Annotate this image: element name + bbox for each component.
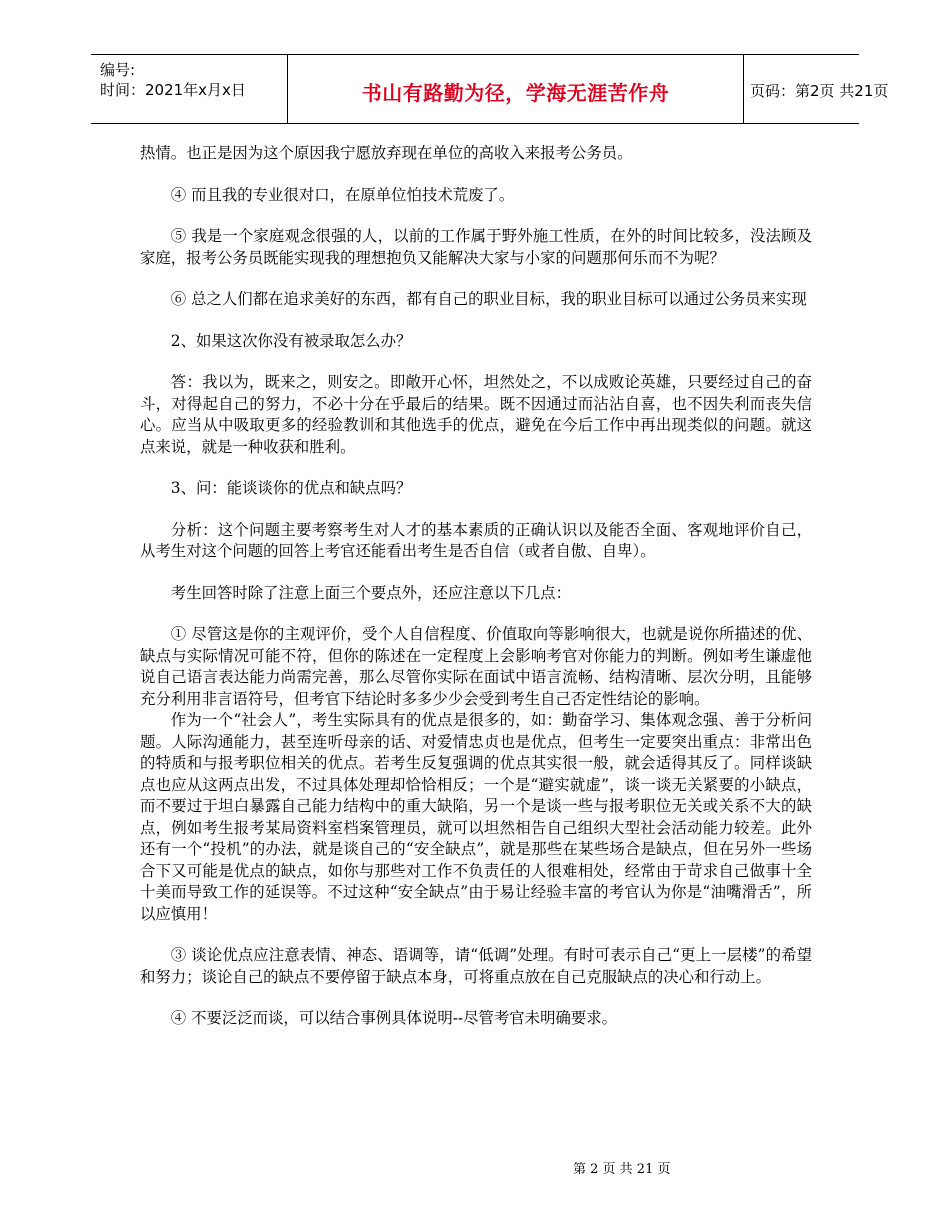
paragraph: ③ 谈论优点应注意表情、神态、语调等，请“低调”处理。有时可表示自己“更上一层楼”的希望和努力；谈论自己的缺点不要停留于缺点本身，可将重点放在自己克服缺点的决心和行动上。 (140, 946, 812, 986)
paragraph: ④ 不要泛泛而谈，可以结合事例具体说明--尽管考官未明确要求。 (170, 1009, 618, 1027)
header-motto-cell (287, 55, 744, 123)
paragraph: 分析：这个问题主要考察考生对人才的基本素质的正确认识以及能否全面、客观地评价自己，从考生对这个问题的回答上考官还能看出考生是否自信（或者自傲、自卑）。 (140, 520, 812, 560)
paragraph: 热情。也正是因为这个原因我宁愿放弃现在单位的高收入来报考公务员。 (140, 144, 633, 162)
document-number-label: 编号: (100, 61, 136, 79)
question-heading: 2、如果这次你没有被录取怎么办？ (170, 331, 412, 350)
header-motto: 书山有路勤为径，学海无涯苦作舟 (361, 81, 670, 105)
question-heading: 3、问：能谈谈你的优点和缺点吗？ (170, 479, 412, 497)
document-time-label: 时间：2021年x月x日 (100, 81, 246, 99)
page-footer: 第 2 页 共 21 页 (573, 1162, 671, 1177)
header-left-cell (91, 55, 287, 123)
header-page-number: 页码：第2页 共21页 (750, 82, 889, 100)
paragraph: 作为一个“社会人”，考生实际具有的优点是很多的，如：勤奋学习、集体观念强、善于分析问题。人际沟通能力，甚至连听母亲的话、对爱情忠贞也是优点，但考生一定要突出重点：非常出色的特质和与报考职位相关的优点。若考生反复强调的优点其实很一般，就会适得其反了。同样谈缺点也应从这两点出发，不过具体处理却恰恰相反；一个是“避实就虚”，谈一谈无关紧要的小缺点，而不要过于坦白暴露自己能力结构中的重大缺陷，另一个是谈一些与报考职位无关或关系不大的缺点，例如考生报考某局资料室档案管理员，就可以坦然相告自己组织大型社会活动能力较差。此外还有一个“投机”的办法，就是谈自己的“安全缺点”，就是那些在某些场合是缺点，但在另外一些场合下又可能是优点的缺点，如你与那些对工作不负责任的人很难相处，经常由于苛求自己做事十全十美而导致工作的延误等。不过这种“安全缺点”由于易让经验丰富的考官认为你是“油嘴滑舌”，所以应慎用！ (140, 711, 812, 923)
document-body (140, 143, 812, 1030)
paragraph: 答：我以为，既来之，则安之。即敞开心怀，坦然处之，不以成败论英雄，只要经过自己的奋斗，对得起自己的努力，不必十分在乎最后的结果。既不因通过而沾沾自喜，也不因失利而丧失信心。应当从中吸取更多的经验教训和其他选手的优点，避免在今后工作中再出现类似的问题。就这点来说，就是一种收获和胜利。 (140, 373, 812, 456)
header-right-cell (742, 55, 889, 123)
paragraph: ④ 而且我的专业很对口，在原单位怕技术荒废了。 (170, 185, 515, 204)
paragraph: ⑤ 我是一个家庭观念很强的人，以前的工作属于野外施工性质，在外的时间比较多，没法顾及家庭，报考公务员既能实现我的理想抱负又能解决大家与小家的问题那何乐而不为呢？ (140, 227, 812, 267)
page-header (91, 54, 889, 124)
paragraph: ① 尽管这是你的主观评价，受个人自信程度、价值取向等影响很大，也就是说你所描述的优、缺点与实际情况可能不符，但你的陈述在一定程度上会影响考官对你能力的判断。例如考生谦虚他说自己语言表达能力尚需完善，那么尽管你实际在面试中语言流畅、结构清晰、层次分明，且能够充分利用非言语符号，但考官下结论时多多少少会受到考生自己否定性结论的影响。 (140, 625, 812, 708)
paragraph: ⑥ 总之人们都在追求美好的东西，都有自己的职业目标，我的职业目标可以通过公务员来实现 (170, 290, 807, 308)
paragraph: 考生回答时除了注意上面三个要点外，还应注意以下几点： (170, 583, 571, 602)
